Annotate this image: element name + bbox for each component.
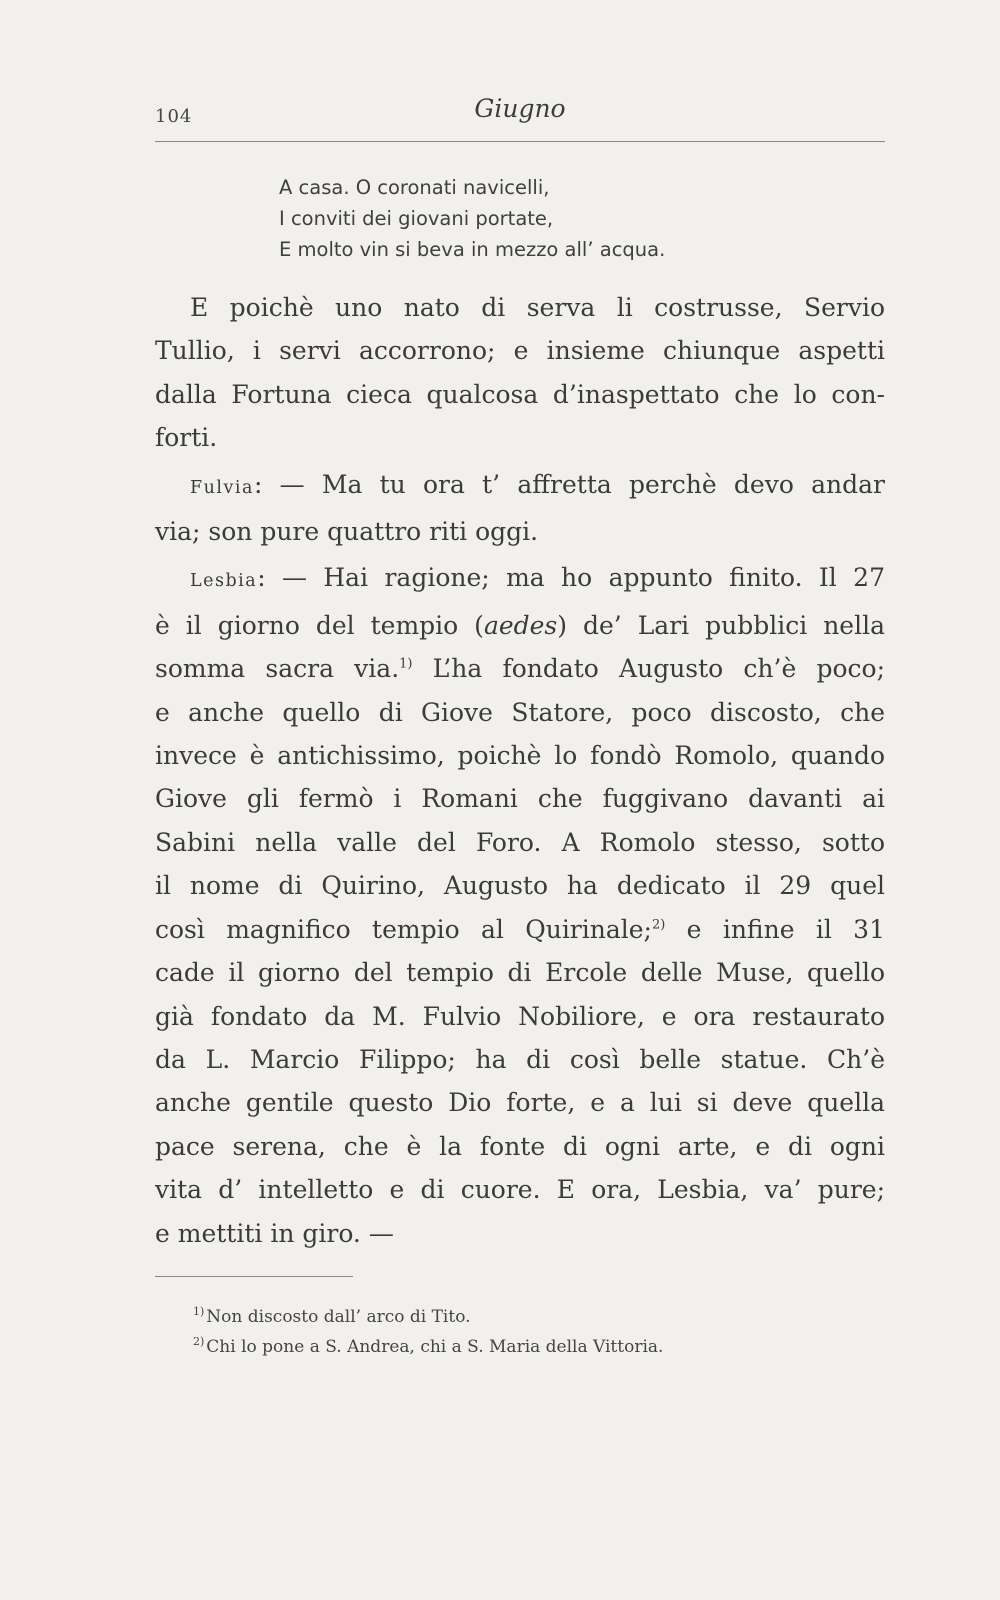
running-title: Giugno [474,94,566,123]
footnote-reference: 1) [399,656,413,672]
text-line: da L. Marcio Filippo; ha di così belle statue. Ch’è [155,1044,885,1074]
text-line: dalla Fortuna cieca qualcosa d’inaspettato che lo con- [155,379,885,409]
text-line [155,604,885,647]
line-text: ) de’ Lari pubblici nella [557,610,885,640]
text-line: cade il giorno del tempio di Ercole delle Muse, quello [155,958,885,988]
footnote-reference: 2) [651,917,666,933]
text-line [155,647,885,690]
speaker-name: Lesbia [190,571,258,592]
verse-line: I conviti dei giovani portate, [279,207,554,230]
line-text: : — Hai ragione; ma ho appunto finito. Il 27 [257,563,885,593]
text-line: e mettiti in giro. — [155,1218,394,1248]
footnote-mark: 1) [193,1305,205,1319]
text-line: via; son pure quattro riti oggi. [155,517,539,547]
footnote-text: Non discosto dall’ arco di Tito. [206,1307,471,1327]
page-number: 104 [155,106,193,127]
text-line [155,556,885,603]
text-line: anche gentile questo Dio forte, e a lui si deve quella [155,1088,885,1118]
text-line: Sabini nella valle del Foro. A Romolo stesso, sotto [155,827,885,857]
verse-line: E molto vin si beva in mezzo all’ acqua. [279,238,666,261]
footnote [193,1302,663,1332]
text-line: forti. [155,423,218,453]
text-line: invece è antichissimo, poichè lo fondò Romolo, quando [155,741,885,771]
text-line: già fondato da M. Fulvio Nobiliore, e ora restaurato [155,1001,885,1031]
line-text: somma sacra via. [155,654,400,684]
line-text: : — Ma tu ora t’ affretta perchè devo andar [253,469,885,499]
line-text: è il giorno del tempio ( [155,610,484,640]
text-line: pace serena, che è la fonte di ogni arte, e di ogni [155,1131,885,1161]
line-text: e infine il 31 [665,914,885,944]
text-line [155,463,885,510]
body-text [155,286,885,1255]
text-line: vita d’ intelletto e di cuore. E ora, Lesbia, va’ pure; [155,1175,885,1205]
speaker-name: Fulvia [190,477,254,498]
text-line: Tullio, i servi accorrono; e insieme chiunque aspetti [155,336,885,366]
page-header [155,92,885,132]
verse-line: A casa. O coronati navicelli, [279,176,550,199]
footnote-text: Chi lo pone a S. Andrea, chi a S. Maria della Vittoria. [206,1337,664,1357]
header-rule [155,141,885,142]
text-line: il nome di Quirino, Augusto ha dedicato il 29 quel [155,871,885,901]
text-line: Giove gli fermò i Romani che fuggivano davanti ai [155,784,885,814]
text-line [155,908,885,951]
line-text: così magnifico tempio al Quirinale; [155,914,652,944]
text-line: E poichè uno nato di serva li costrusse, Servio [190,293,885,322]
line-text: L’ha fondato Augusto ch’è poco; [412,654,885,684]
footnote-mark: 2) [193,1335,205,1349]
footnote-rule [155,1276,353,1277]
italic-term: aedes [483,610,558,640]
footnote [193,1332,663,1362]
verse-block [279,172,665,265]
footnotes [193,1302,663,1362]
text-line: e anche quello di Giove Statore, poco discosto, che [155,697,885,727]
